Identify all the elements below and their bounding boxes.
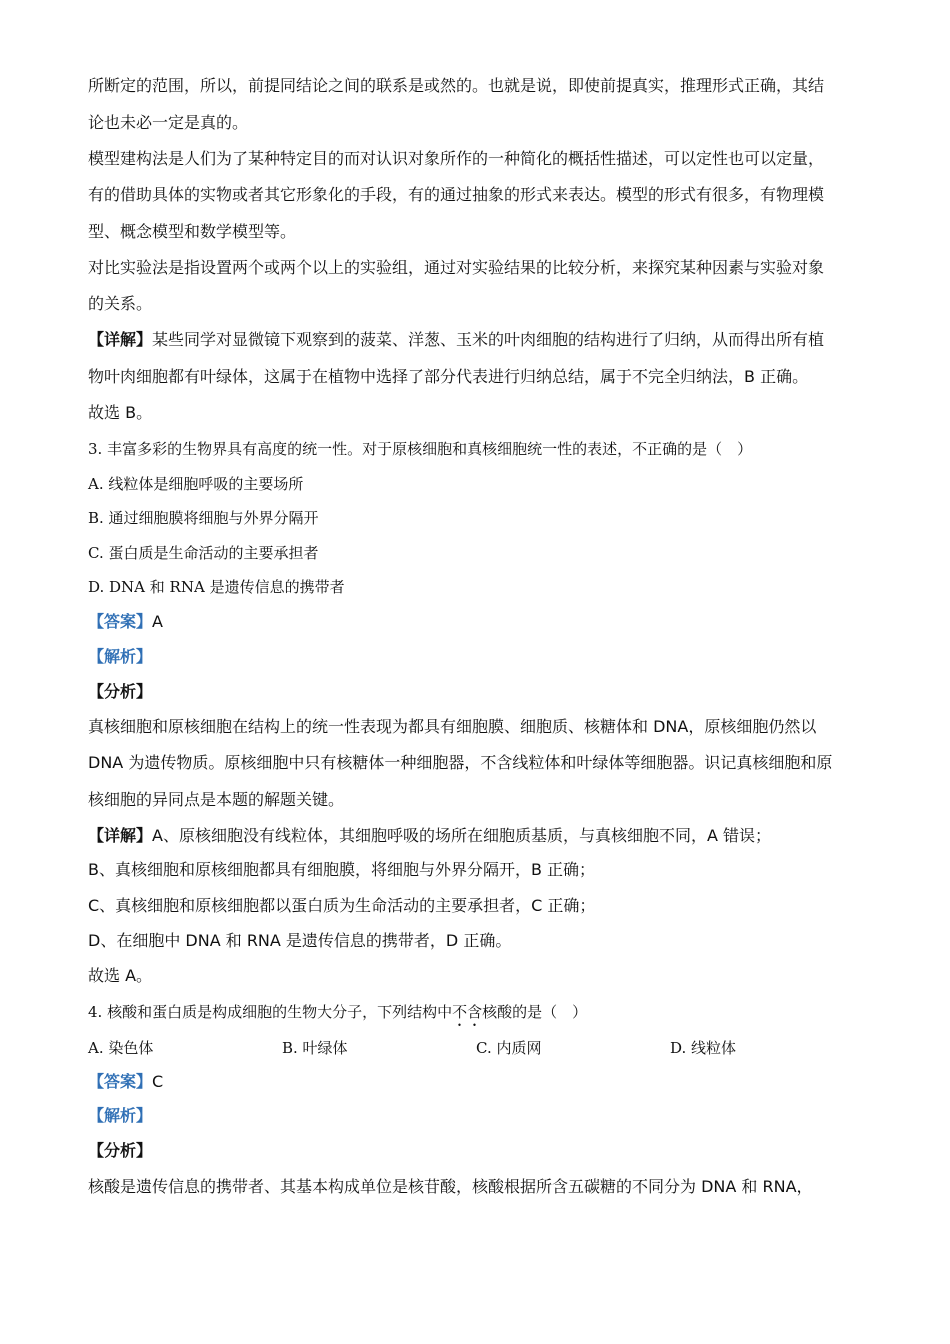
- paragraph-line: 论也未必一定是真的。: [88, 113, 249, 132]
- paragraph-line: 的关系。: [88, 294, 153, 313]
- paragraph-line: [88, 328, 870, 352]
- paragraph-line: C、真核细胞和原核细胞都以蛋白质为生命活动的主要承担者，C 正确；: [88, 896, 596, 915]
- question-4-option-a: A. 染色体: [88, 1039, 154, 1057]
- paragraph-line: B、真核细胞和原核细胞都具有细胞膜，将细胞与外界分隔开，B 正确；: [88, 860, 596, 879]
- question-3-option-c: C. 蛋白质是生命活动的主要承担者: [88, 544, 319, 562]
- question-4-answer: [88, 1070, 870, 1094]
- analysis-tag: 【解析】: [88, 1106, 153, 1125]
- stem-text: 核酸的是（ ）: [482, 1003, 588, 1021]
- question-4-option-b: B. 叶绿体: [282, 1039, 348, 1057]
- stem-text: 4. 核酸和蛋白质是构成细胞的生物大分子，下列结构中: [88, 1003, 453, 1021]
- detail-tag: 【详解】: [88, 330, 153, 349]
- fenxi-tag: 【分析】: [88, 682, 153, 701]
- answer-tag: 【答案】: [88, 612, 153, 631]
- question-3-answer: [88, 610, 870, 634]
- analysis-tag: 【解析】: [88, 647, 153, 666]
- question-4-stem: [88, 1000, 870, 1030]
- paragraph-line: 型、概念模型和数学模型等。: [88, 222, 297, 241]
- paragraph-line: 核酸是遗传信息的携带者、其基本构成单位是核苷酸，核酸根据所含五碳糖的不同分为 DNA 和 RNA，: [88, 1177, 813, 1196]
- paragraph-line: [88, 824, 870, 848]
- question-3-stem: 3. 丰富多彩的生物界具有高度的统一性。对于原核细胞和真核细胞统一性的表述，不正确的是（ ）: [88, 440, 753, 458]
- paragraph-line: 故选 B。: [88, 403, 153, 422]
- question-4-option-c: C. 内质网: [476, 1039, 542, 1057]
- question-3-option-d: D. DNA 和 RNA 是遗传信息的携带者: [88, 578, 345, 596]
- question-3-option-a: A. 线粒体是细胞呼吸的主要场所: [88, 475, 304, 493]
- paragraph-line: 核细胞的异同点是本题的解题关键。: [88, 790, 345, 809]
- answer-value: A: [152, 612, 163, 631]
- paragraph-line: DNA 为遗传物质。原核细胞中只有核糖体一种细胞器，不含线粒体和叶绿体等细胞器。识记真核细胞和原: [88, 753, 833, 772]
- answer-value: C: [152, 1072, 164, 1091]
- paragraph-line: 故选 A。: [88, 966, 153, 985]
- question-3-option-b: B. 通过细胞膜将细胞与外界分隔开: [88, 509, 319, 527]
- detail-tag: 【详解】: [88, 826, 153, 845]
- answer-tag: 【答案】: [88, 1072, 153, 1091]
- detail-text: 某些同学对显微镜下观察到的菠菜、洋葱、玉米的叶肉细胞的结构进行了归纳，从而得出所有植: [152, 330, 825, 349]
- stem-emphasis: 不含: [452, 1003, 483, 1021]
- paragraph-line: 真核细胞和原核细胞在结构上的统一性表现为都具有细胞膜、细胞质、核糖体和 DNA，原核细胞仍然以: [88, 717, 817, 736]
- paragraph-line: 有的借助具体的实物或者其它形象化的手段，有的通过抽象的形式来表达。模型的形式有很多，有物理模: [88, 185, 825, 204]
- paragraph-line: 模型建构法是人们为了某种特定目的而对认识对象所作的一种简化的概括性描述，可以定性也可以定量，: [88, 149, 825, 168]
- paragraph-line: 物叶肉细胞都有叶绿体，这属于在植物中选择了部分代表进行归纳总结，属于不完全归纳法，B 正确。: [88, 367, 809, 386]
- fenxi-tag: 【分析】: [88, 1141, 153, 1160]
- paragraph-line: D、在细胞中 DNA 和 RNA 是遗传信息的携带者，D 正确。: [88, 931, 512, 950]
- detail-text: A、原核细胞没有线粒体，其细胞呼吸的场所在细胞质基质，与真核细胞不同，A 错误；: [152, 826, 771, 845]
- paragraph-line: 所断定的范围，所以，前提同结论之间的联系是或然的。也就是说，即使前提真实，推理形式正确，其结: [88, 76, 825, 95]
- paragraph-line: 对比实验法是指设置两个或两个以上的实验组，通过对实验结果的比较分析，来探究某种因素与实验对象: [88, 258, 825, 277]
- question-4-option-d: D. 线粒体: [670, 1039, 737, 1057]
